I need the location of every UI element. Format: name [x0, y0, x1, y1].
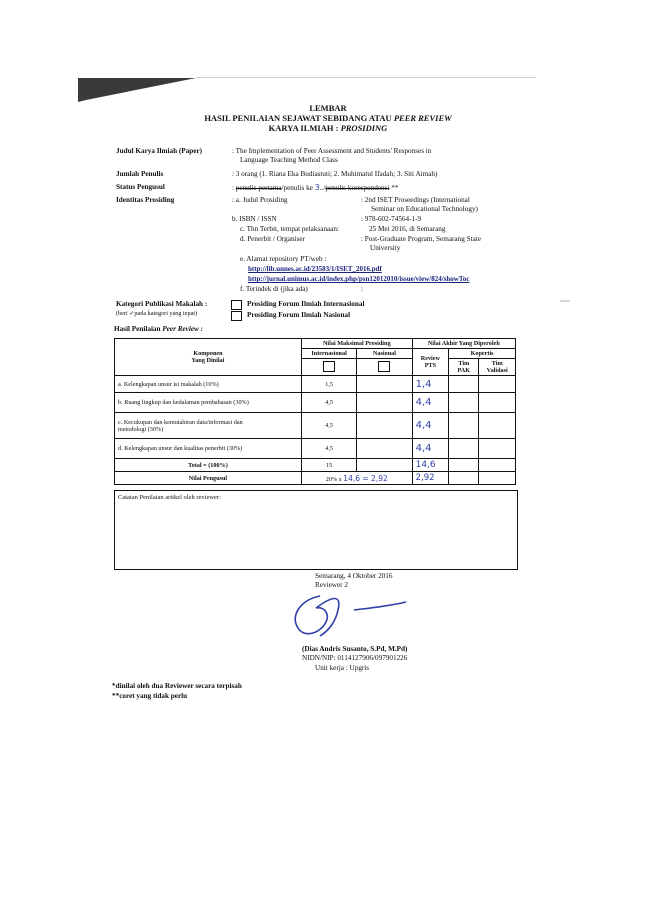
title-lembar: LEMBAR: [309, 103, 347, 113]
row-tim-pak: [449, 376, 479, 393]
label-terindek: f. Terindek di (jika ada): [240, 285, 308, 293]
pengusul-tim-pak: [449, 472, 479, 485]
reviewer-unit: Unit kerja : Upgris: [315, 664, 370, 672]
row-tim-pak: [449, 393, 479, 413]
link-repository-2[interactable]: http://jurnal.unimus.ac.id/index.php/psn12012010/issue/view/824/showToc: [248, 275, 470, 283]
label-kategori: Kategori Publikasi Makalah :: [116, 300, 208, 308]
nilai-pengusul-label: Nilai Pengusul: [115, 472, 302, 485]
total-label: Total = (100%): [115, 459, 302, 472]
value-isbn: : 978-602-74564-1-9: [361, 215, 422, 223]
total-nasional: [357, 459, 412, 472]
header-tim-validasi: Tim Validasi: [479, 359, 516, 376]
header-kopertis: Kopertis: [449, 349, 516, 359]
total-tim-validasi: [479, 459, 516, 472]
label-jumlah-penulis: Jumlah Penulis: [116, 170, 164, 178]
footnote-2: **coret yang tidak perlu: [112, 692, 188, 700]
internasional-checkbox-cell: [301, 359, 356, 376]
row-tim-pak: [449, 413, 479, 439]
checkbox-nasional[interactable]: [231, 311, 242, 321]
pengusul-tim-validasi: [479, 472, 516, 485]
label-penerbit: d. Penerbit / Organiser: [240, 235, 305, 243]
label-identitas-prosiding: Identitas Prosiding: [116, 196, 175, 204]
row-review: 4,4: [412, 393, 449, 413]
label-kategori-note: (beri ✓pada kategori yang tepat): [116, 310, 198, 317]
total-tim-pak: [449, 459, 479, 472]
row-review: 4,4: [412, 439, 449, 459]
checkbox-table-nasional[interactable]: [378, 361, 390, 372]
nilai-pengusul-formula: 20% x 14,6 = 2,92: [301, 472, 412, 485]
table-row: [115, 393, 516, 413]
table-row-total: [115, 459, 516, 472]
value-judul-prosiding-1: : 2nd ISET Proseedings (International: [361, 196, 470, 204]
catatan-box[interactable]: [114, 490, 518, 570]
row-review: 1,4: [412, 376, 449, 393]
row-nasional: [357, 439, 412, 459]
row-tim-validasi: [479, 413, 516, 439]
penilaian-table: [114, 338, 516, 485]
row-internasional: 4,5: [301, 393, 356, 413]
row-internasional: 1,5: [301, 376, 356, 393]
value-judul-prosiding-2: Seminar on Educational Technology): [371, 205, 478, 213]
tempat-tanggal: Semarang, 4 Oktober 2016: [315, 572, 393, 580]
row-komponen: d. Kelengkapan unsur dan kualitas penerbit (30%): [115, 439, 302, 459]
nilai-pengusul-review: 2,92: [412, 472, 449, 485]
title-hasil-penilaian: HASIL PENILAIAN SEJAWAT SEBIDANG ATAU PEER REVIEW: [204, 113, 452, 123]
row-internasional: 4,5: [301, 439, 356, 459]
header-nilai-maksimal: Nilai Maksimal Prosiding: [301, 339, 412, 349]
table-row-nilai-pengusul: [115, 472, 516, 485]
row-nasional: [357, 376, 412, 393]
reviewer-nidn: NIDN/NIP: 0114127906/097901226: [302, 654, 408, 662]
scan-speck: [560, 300, 570, 302]
label-judul-prosiding: : a. Judul Prosiding: [232, 196, 288, 204]
checkbox-internasional[interactable]: [231, 300, 242, 310]
value-jumlah-penulis: : 3 orang (1. Riana Eka Budiastuti; 2. Muhimatul Ifadah; 3. Siti Aimah): [232, 170, 438, 178]
row-tim-validasi: [479, 376, 516, 393]
table-row: [115, 413, 516, 439]
value-judul-1: : The Implementation of Peer Assessment and Students' Responses in: [232, 147, 432, 155]
header-review-pts: Review PTS: [412, 349, 449, 376]
row-review: 4,4: [412, 413, 449, 439]
row-internasional: 4,5: [301, 413, 356, 439]
row-tim-validasi: [479, 393, 516, 413]
kategori-option-internasional: Prosiding Forum Ilmiah Internasional: [247, 300, 365, 308]
header-tim-pak: Tim PAK: [449, 359, 479, 376]
row-tim-pak: [449, 439, 479, 459]
row-komponen: b. Ruang lingkup dan kedalaman pembahasan (30%): [115, 393, 302, 413]
value-terindek: :: [361, 285, 363, 293]
row-komponen: a. Kelengkapan unsur isi makalah (10%): [115, 376, 302, 393]
footnote-1: *dinilai oleh dua Reviewer secara terpisah: [112, 682, 242, 690]
value-terbit: 25 Mei 2016, di Semarang: [369, 225, 446, 233]
catatan-label: Catatan Penilaian artikel oleh reviewer:: [118, 494, 221, 501]
reviewer-name: (Dias Andris Susanto, S.Pd, M.Pd): [302, 645, 408, 653]
scan-corner-shadow: [78, 76, 198, 104]
label-status-pengusul: Status Pengusul: [116, 183, 165, 191]
label-terbit: c. Thn Terbit, tempat pelaksanaan:: [240, 225, 340, 233]
table-row: [115, 376, 516, 393]
handwritten-signature: [280, 586, 430, 646]
total-internasional: 15: [301, 459, 356, 472]
value-judul-2: Language Teaching Method Class: [240, 156, 338, 164]
label-judul: Judul Karya Ilmiah (Paper): [116, 147, 203, 155]
header-komponen: Komponen Yang Dinilai: [115, 339, 302, 376]
header-nasional: Nasional: [357, 349, 412, 359]
row-tim-validasi: [479, 439, 516, 459]
header-internasional: Internasional: [301, 349, 356, 359]
checkbox-table-internasional[interactable]: [323, 361, 335, 372]
value-status-pengusul: : penulis pertama/penulis ke 3../penulis korespondensi **: [232, 183, 399, 192]
row-komponen: c. Kecukupan dan kemutahiran data/informasi dan metodologi (30%): [115, 413, 302, 439]
label-alamat-repository: e. Alamat repository PT/web :: [240, 255, 327, 263]
label-hasil-penilaian: Hasil Penilaian Peer Review :: [114, 325, 204, 333]
scan-top-edge: [196, 77, 536, 78]
link-repository-1[interactable]: http://lib.unnes.ac.id/23583/1/ISET_2016.pdf: [248, 265, 382, 273]
label-isbn: b. ISBN / ISSN: [232, 215, 277, 223]
kategori-option-nasional: Prosiding Forum Ilmiah Nasional: [247, 311, 351, 319]
table-row: [115, 439, 516, 459]
value-penerbit-2: University: [370, 244, 401, 252]
value-penerbit-1: : Post-Graduate Program, Semarang State: [361, 235, 481, 243]
header-nilai-akhir: Nilai Akhir Yang Diperoleh: [412, 339, 515, 349]
nasional-checkbox-cell: [357, 359, 412, 376]
reviewer-label: Reviewer 2: [315, 581, 348, 589]
row-nasional: [357, 413, 412, 439]
row-nasional: [357, 393, 412, 413]
title-karya-ilmiah: KARYA ILMIAH : PROSIDING: [268, 123, 388, 133]
total-review: 14,6: [412, 459, 449, 472]
